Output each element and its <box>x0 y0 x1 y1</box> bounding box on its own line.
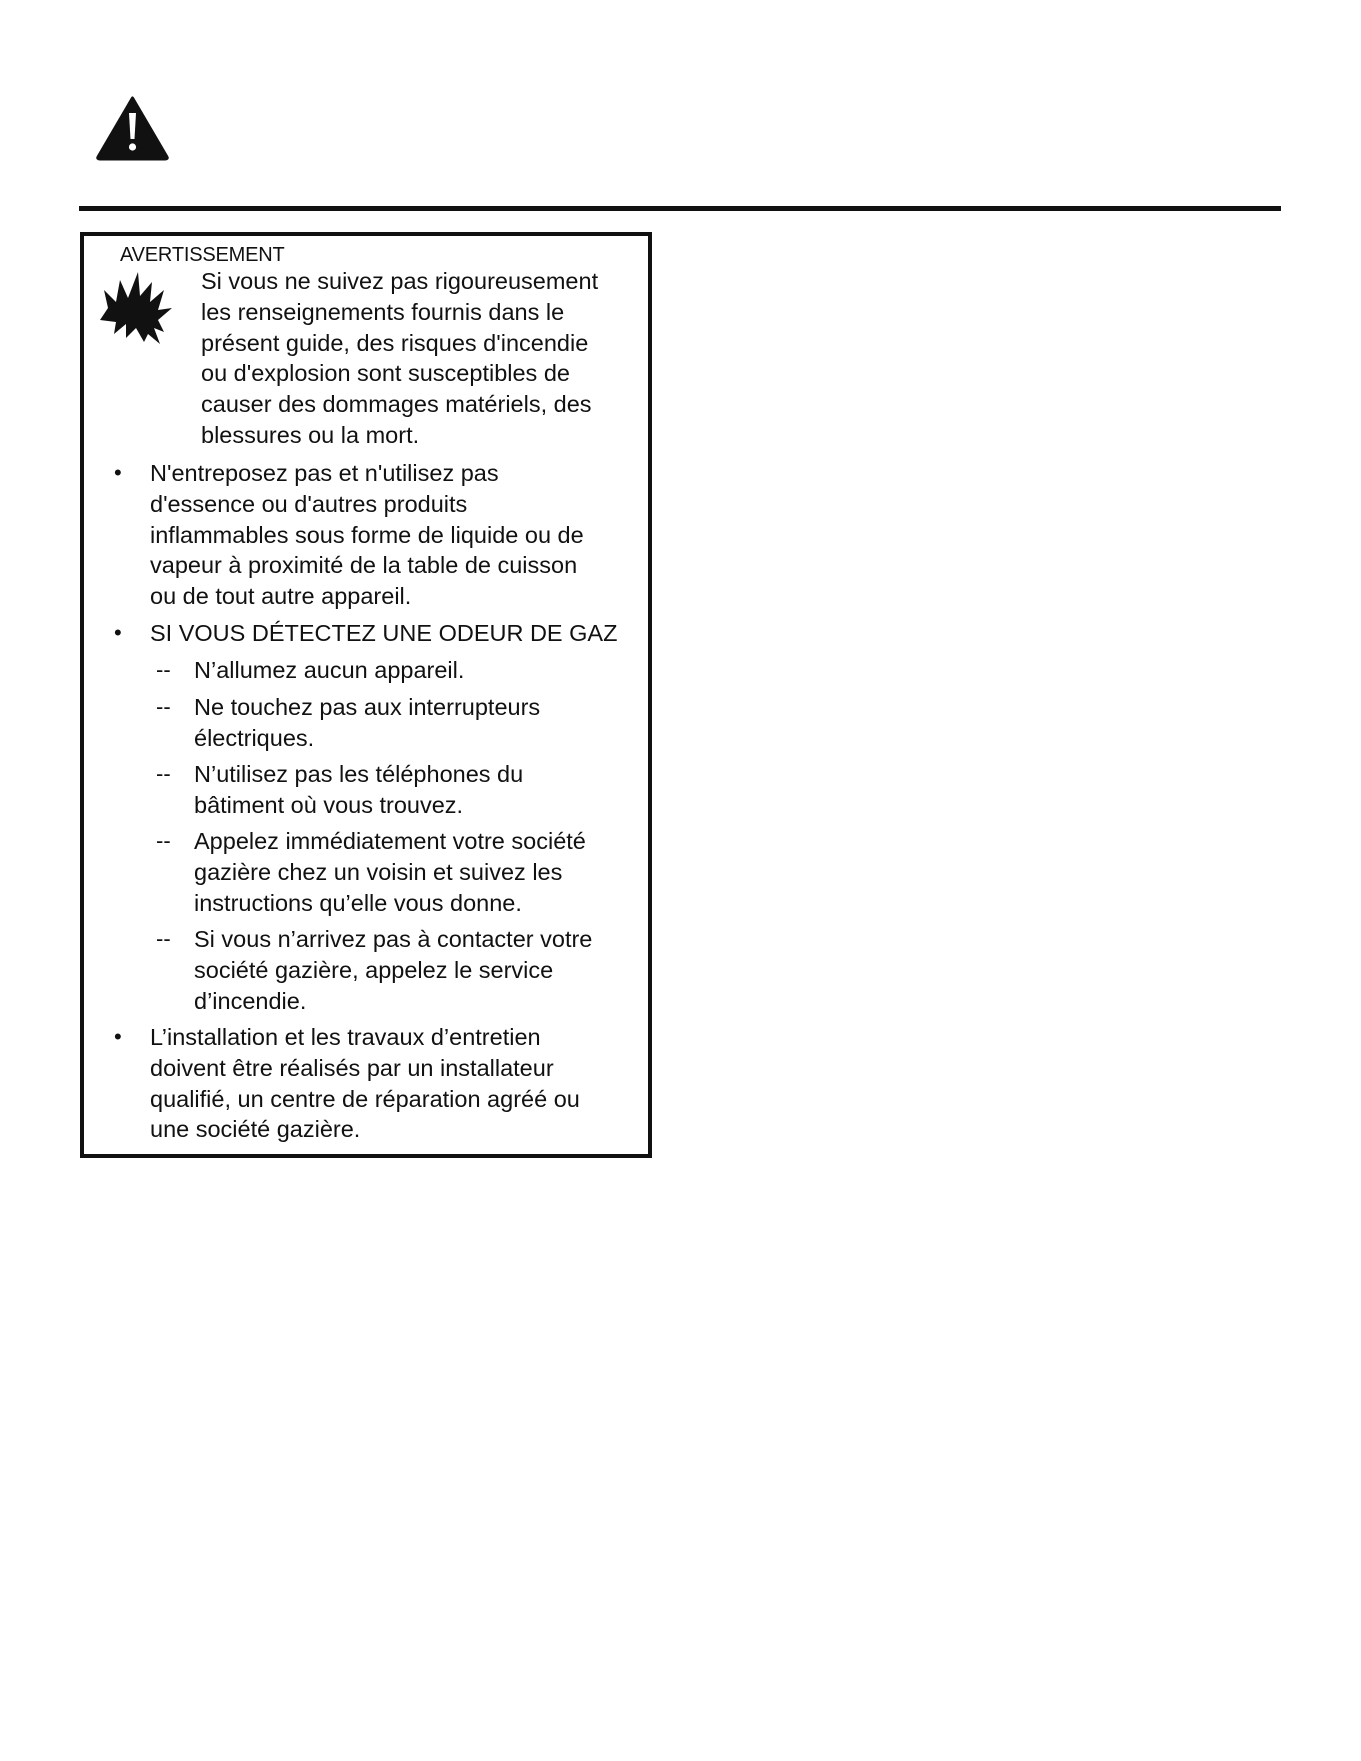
dash-mark: -- <box>156 828 171 853</box>
bullet-mark: • <box>114 1024 122 1049</box>
dash-mark: -- <box>156 926 171 951</box>
sub-item-call-fire-department: Si vous n’arrivez pas à contacter votre société gazière, appelez le service d’incendie. <box>194 926 593 1014</box>
dash-mark: -- <box>156 761 171 786</box>
warning-intro: Si vous ne suivez pas rigoureusement les renseignements fournis dans le présent guide, des risques d'incendie ou d'explosion sont susceptibles de causer des dommages matériels, des blessures ou la mort. <box>201 268 599 448</box>
bullet-mark: • <box>114 620 122 645</box>
sub-item-no-phones: N’utilisez pas les téléphones du bâtiment où vous trouvez. <box>194 761 524 818</box>
sub-item-no-switches: Ne touchez pas aux interrupteurs électriques. <box>194 694 541 751</box>
sub-item-no-lighting: N’allumez aucun appareil. <box>194 657 465 683</box>
warning-heading: AVERTISSEMENT <box>120 244 285 266</box>
dash-mark: -- <box>156 694 171 719</box>
dash-mark: -- <box>156 657 171 682</box>
sub-item-call-gas-company: Appelez immédiatement votre société gazière chez un voisin et suivez les instructions qu’elle vous donne. <box>194 828 586 916</box>
bullet-gas-smell: SI VOUS DÉTECTEZ UNE ODEUR DE GAZ <box>150 620 618 646</box>
warning-triangle-icon <box>95 95 170 161</box>
bullet-mark: • <box>114 460 122 485</box>
bullet-installation: L’installation et les travaux d’entretien doivent être réalisés par un installateur qualifié, un centre de réparation agréé ou une société gazière. <box>150 1024 580 1143</box>
bullet-storage: N'entreposez pas et n'utilisez pas d'essence ou d'autres produits inflammables sous forme de liquide ou de vapeur à proximité de la table de cuisson ou de tout autre appareil. <box>150 460 584 610</box>
warning-box <box>80 232 652 1158</box>
explosion-icon <box>94 268 194 348</box>
header-divider <box>79 206 1281 211</box>
